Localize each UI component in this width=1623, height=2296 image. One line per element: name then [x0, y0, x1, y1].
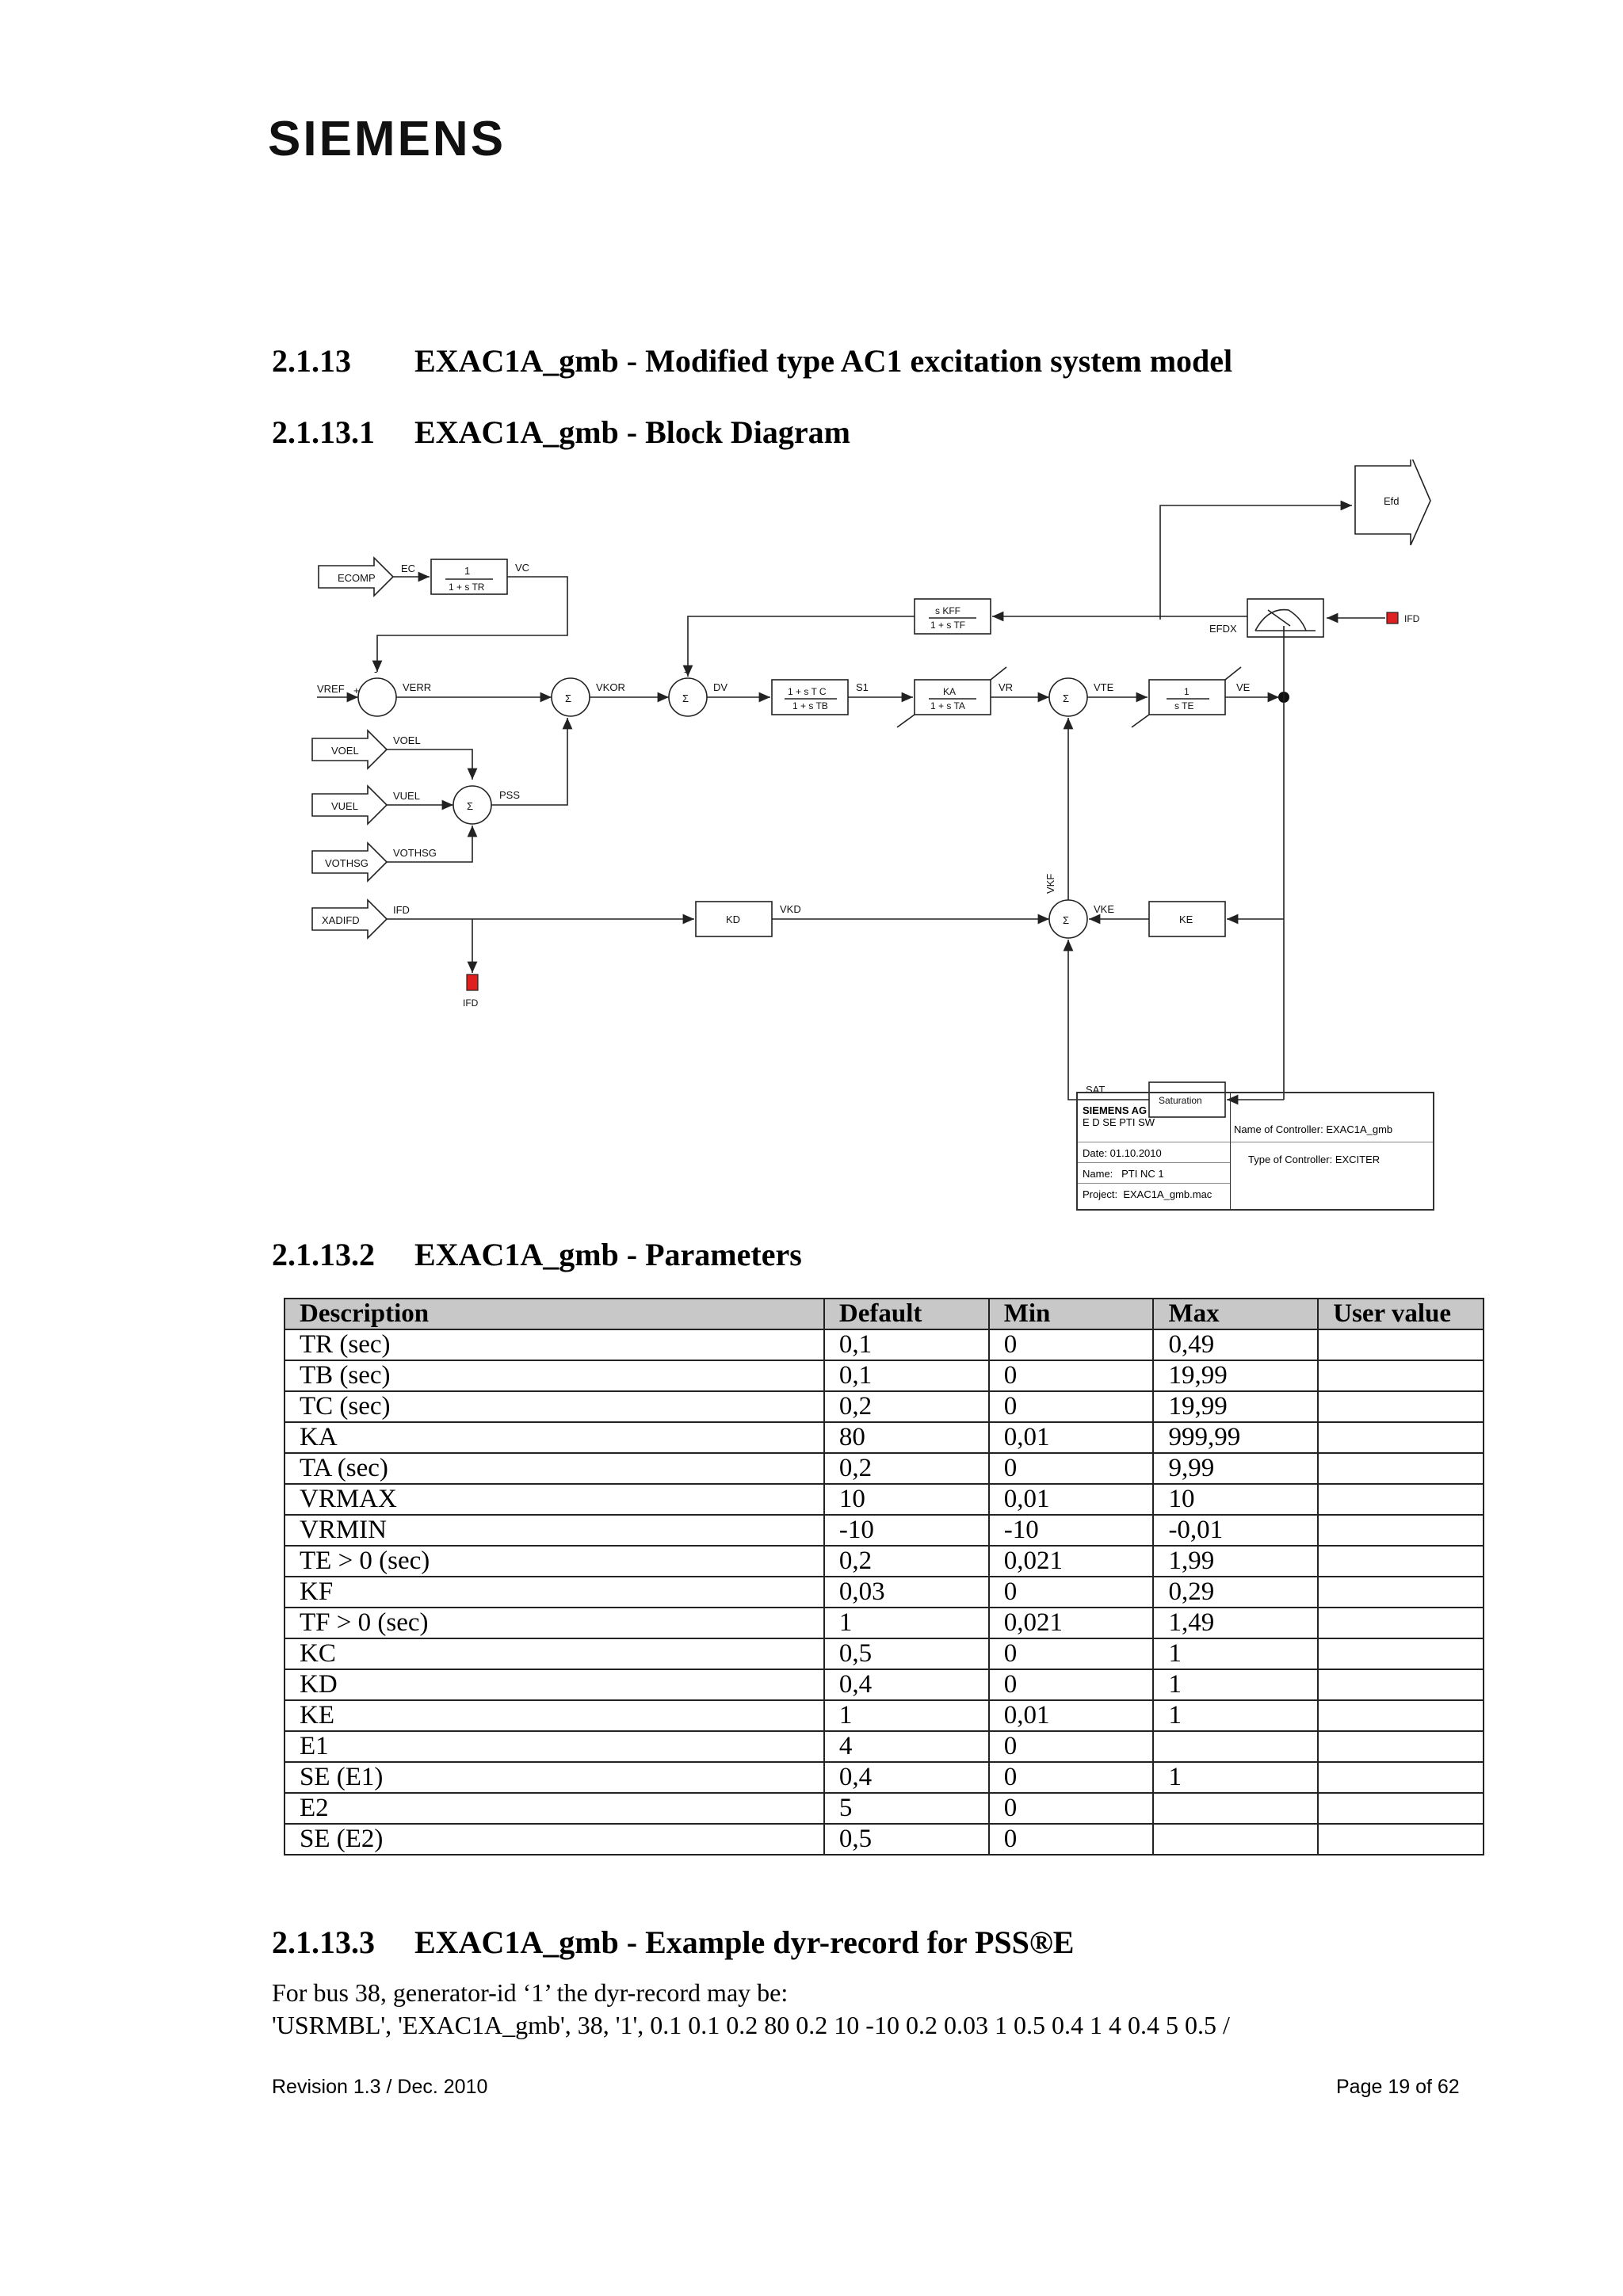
table-cell: 0 [989, 1577, 1154, 1608]
svg-text:XADIFD: XADIFD [322, 914, 360, 926]
svg-text:EFDX: EFDX [1209, 623, 1237, 635]
table-cell: 0 [989, 1731, 1154, 1762]
svg-text:1 + s TF: 1 + s TF [930, 620, 966, 631]
svg-text:PSS: PSS [499, 789, 521, 801]
footer-page: Page 19 of 62 [1336, 2076, 1460, 2098]
table-cell: 0 [989, 1793, 1154, 1824]
svg-text:IFD: IFD [1404, 613, 1420, 624]
svg-text:KD: KD [726, 913, 741, 925]
svg-text:KA: KA [943, 686, 957, 697]
table-cell: VRMAX [285, 1484, 824, 1515]
table-row [285, 1700, 1484, 1731]
table-cell: E1 [285, 1731, 824, 1762]
table-cell [1318, 1793, 1484, 1824]
table-cell: 0,2 [824, 1391, 989, 1422]
table-cell: E2 [285, 1793, 824, 1824]
table-row [285, 1762, 1484, 1793]
table-row [285, 1638, 1484, 1669]
table-cell [1153, 1824, 1318, 1855]
table-cell: 5 [824, 1793, 989, 1824]
svg-text:VOEL: VOEL [393, 734, 421, 746]
table-cell: 19,99 [1153, 1391, 1318, 1422]
svg-text:KE: KE [1179, 913, 1193, 925]
table-cell: 4 [824, 1731, 989, 1762]
table-cell [1318, 1638, 1484, 1669]
col-user-value: User value [1318, 1299, 1484, 1329]
table-cell: 80 [824, 1422, 989, 1453]
table-cell: TE > 0 (sec) [285, 1546, 824, 1577]
table-cell: -10 [989, 1515, 1154, 1546]
table-cell: KE [285, 1700, 824, 1731]
table-row [285, 1546, 1484, 1577]
table-cell: 0,49 [1153, 1329, 1318, 1360]
table-cell [1318, 1453, 1484, 1484]
svg-text:VE: VE [1236, 681, 1251, 693]
table-header-row [285, 1299, 1484, 1329]
table-cell: 0 [989, 1453, 1154, 1484]
table-cell [1318, 1360, 1484, 1391]
section-number: 2.1.13 [272, 343, 351, 379]
footer-revision: Revision 1.3 / Dec. 2010 [272, 2076, 488, 2098]
controller-type: Type of Controller: EXCITER [1248, 1154, 1381, 1165]
table-cell: 0,01 [989, 1700, 1154, 1731]
siemens-logo: SIEMENS [268, 112, 506, 166]
table-cell: 0,2 [824, 1453, 989, 1484]
table-cell: 0 [989, 1391, 1154, 1422]
svg-text:1: 1 [1184, 686, 1190, 697]
table-cell: TR (sec) [285, 1329, 824, 1360]
svg-text:1: 1 [464, 565, 471, 577]
svg-text:EC: EC [401, 563, 416, 574]
table-cell: 1 [1153, 1700, 1318, 1731]
svg-text:1 + s TR: 1 + s TR [449, 582, 485, 593]
svg-text:VOEL: VOEL [331, 745, 359, 757]
table-cell: KD [285, 1669, 824, 1700]
svg-text:VR: VR [999, 681, 1014, 693]
table-cell: KC [285, 1638, 824, 1669]
table-row [285, 1669, 1484, 1700]
svg-text:Saturation: Saturation [1159, 1095, 1202, 1106]
table-cell: KA [285, 1422, 824, 1453]
dyr-title: EXAC1A_gmb - Example dyr-record for PSS®E [414, 1924, 1075, 1960]
table-row [285, 1453, 1484, 1484]
table-cell: 1,99 [1153, 1546, 1318, 1577]
svg-text:DV: DV [713, 681, 728, 693]
svg-text:1 + s T C: 1 + s T C [788, 686, 827, 697]
table-cell: 1 [824, 1608, 989, 1638]
svg-text:VERR: VERR [403, 681, 432, 693]
table-cell: 0,5 [824, 1824, 989, 1855]
table-cell: 0 [989, 1669, 1154, 1700]
col-max: Max [1153, 1299, 1318, 1329]
dyr-intro: For bus 38, generator-id ‘1’ the dyr-record may be: [272, 1978, 789, 2007]
block-diagram-heading [272, 414, 850, 451]
svg-text:VTE: VTE [1094, 681, 1114, 693]
svg-text:-: - [374, 666, 378, 677]
section-title: EXAC1A_gmb - Modified type AC1 excitation system model [414, 343, 1233, 379]
svg-text:VOTHSG: VOTHSG [325, 857, 369, 869]
table-row [285, 1824, 1484, 1855]
dyr-number: 2.1.13.3 [272, 1924, 375, 1960]
department: E D SE PTI SW [1083, 1116, 1155, 1128]
diagram-title-box [1076, 1092, 1434, 1211]
project-field: Project: EXAC1A_gmb.mac [1083, 1188, 1212, 1200]
svg-text:-: - [684, 666, 688, 677]
table-cell [1318, 1391, 1484, 1422]
table-cell: 9,99 [1153, 1453, 1318, 1484]
svg-text:Σ: Σ [1063, 692, 1070, 704]
table-cell: 0 [989, 1360, 1154, 1391]
svg-text:Σ: Σ [467, 800, 474, 812]
table-row [285, 1515, 1484, 1546]
table-cell [1318, 1669, 1484, 1700]
table-cell: 0 [989, 1824, 1154, 1855]
col-default: Default [824, 1299, 989, 1329]
table-cell: 1 [1153, 1669, 1318, 1700]
svg-text:VKE: VKE [1094, 903, 1115, 915]
svg-text:1 + s TA: 1 + s TA [930, 700, 965, 711]
table-cell: 0 [989, 1638, 1154, 1669]
table-cell [1318, 1515, 1484, 1546]
table-cell: 0,021 [989, 1546, 1154, 1577]
svg-text:VC: VC [515, 562, 530, 574]
table-cell [1153, 1731, 1318, 1762]
table-row [285, 1329, 1484, 1360]
table-cell: 1 [824, 1700, 989, 1731]
table-cell [1318, 1546, 1484, 1577]
svg-text:VOTHSG: VOTHSG [393, 847, 437, 859]
table-row [285, 1731, 1484, 1762]
table-row [285, 1484, 1484, 1515]
col-min: Min [989, 1299, 1154, 1329]
svg-text:IFD: IFD [463, 997, 479, 1009]
table-cell [1318, 1329, 1484, 1360]
section-heading [272, 342, 1232, 379]
table-cell: 0,29 [1153, 1577, 1318, 1608]
parameters-number: 2.1.13.2 [272, 1237, 375, 1272]
table-row [285, 1360, 1484, 1391]
table-cell: 0 [989, 1329, 1154, 1360]
table-cell: TF > 0 (sec) [285, 1608, 824, 1638]
table-cell: 0 [989, 1762, 1154, 1793]
svg-text:+: + [353, 685, 360, 696]
table-cell [1318, 1762, 1484, 1793]
svg-text:VUEL: VUEL [393, 790, 420, 802]
efd-label: Efd [1384, 495, 1400, 507]
svg-text:SAT: SAT [1086, 1084, 1106, 1096]
table-cell: 0,021 [989, 1608, 1154, 1638]
svg-text:VKOR: VKOR [596, 681, 625, 693]
table-cell: 999,99 [1153, 1422, 1318, 1453]
controller-name: Name of Controller: EXAC1A_gmb [1231, 1093, 1433, 1142]
table-cell: 1 [1153, 1762, 1318, 1793]
table-cell: 0,2 [824, 1546, 989, 1577]
table-cell [1318, 1824, 1484, 1855]
company-name: SIEMENS AG [1083, 1104, 1148, 1116]
svg-text:S1: S1 [856, 681, 869, 693]
title-box-left [1078, 1093, 1231, 1209]
table-cell [1318, 1731, 1484, 1762]
table-cell: VRMIN [285, 1515, 824, 1546]
table-cell: -10 [824, 1515, 989, 1546]
dyr-record: 'USRMBL', 'EXAC1A_gmb', 38, '1', 0.1 0.1 0.2 80 0.2 10 -10 0.2 0.03 1 0.5 0.4 1 4 0.4 5 0.5 / [272, 2011, 1230, 2039]
svg-text:VREF: VREF [317, 683, 345, 695]
block-diagram-title: EXAC1A_gmb - Block Diagram [414, 414, 850, 450]
table-cell [1318, 1422, 1484, 1453]
svg-text:Σ: Σ [565, 692, 572, 704]
table-cell: TC (sec) [285, 1391, 824, 1422]
svg-text:-: - [1065, 719, 1069, 731]
table-cell: 0,1 [824, 1360, 989, 1391]
table-cell: 0,4 [824, 1762, 989, 1793]
table-cell: -0,01 [1153, 1515, 1318, 1546]
svg-text:Σ: Σ [1063, 914, 1070, 926]
table-cell [1318, 1484, 1484, 1515]
table-row [285, 1577, 1484, 1608]
name-field: Name: PTI NC 1 [1078, 1163, 1230, 1184]
table-row [285, 1793, 1484, 1824]
table-cell: 1,49 [1153, 1608, 1318, 1638]
table-cell [1318, 1608, 1484, 1638]
table-cell: 0,4 [824, 1669, 989, 1700]
sum-verr [358, 678, 396, 716]
svg-text:VKD: VKD [780, 903, 801, 915]
table-cell: TB (sec) [285, 1360, 824, 1391]
table-cell [1153, 1793, 1318, 1824]
table-row [285, 1608, 1484, 1638]
col-description: Description [285, 1299, 824, 1329]
table-cell [1318, 1577, 1484, 1608]
table-cell: 10 [1153, 1484, 1318, 1515]
ifd-marker-bottom [467, 974, 478, 990]
table-cell: 19,99 [1153, 1360, 1318, 1391]
parameters-table [284, 1298, 1484, 1855]
table-cell: 1 [1153, 1638, 1318, 1669]
title-box-right [1231, 1093, 1433, 1209]
table-cell: SE (E1) [285, 1762, 824, 1793]
svg-text:s KFF: s KFF [935, 605, 960, 616]
table-cell: TA (sec) [285, 1453, 824, 1484]
table-cell: 0,5 [824, 1638, 989, 1669]
table-cell: 10 [824, 1484, 989, 1515]
svg-text:VKF: VKF [1044, 873, 1056, 894]
svg-text:1 + s TB: 1 + s TB [792, 700, 828, 711]
table-cell: SE (E2) [285, 1824, 824, 1855]
table-cell: 0,01 [989, 1484, 1154, 1515]
parameters-heading [272, 1236, 802, 1273]
parameters-title: EXAC1A_gmb - Parameters [414, 1237, 802, 1272]
svg-text:s TE: s TE [1174, 700, 1194, 711]
svg-text:VUEL: VUEL [331, 800, 358, 812]
table-row [285, 1422, 1484, 1453]
svg-text:Σ: Σ [682, 692, 689, 704]
svg-text:ECOMP: ECOMP [338, 572, 376, 584]
table-cell: KF [285, 1577, 824, 1608]
table-cell [1318, 1700, 1484, 1731]
svg-text:IFD: IFD [393, 904, 410, 916]
table-cell: 0,01 [989, 1422, 1154, 1453]
block-diagram-number: 2.1.13.1 [272, 414, 375, 450]
date-field: Date: 01.10.2010 [1078, 1142, 1230, 1163]
ifd-marker-right [1387, 612, 1398, 624]
dyr-heading [272, 1924, 1074, 1961]
table-row [285, 1391, 1484, 1422]
table-cell: 0,03 [824, 1577, 989, 1608]
table-cell: 0,1 [824, 1329, 989, 1360]
